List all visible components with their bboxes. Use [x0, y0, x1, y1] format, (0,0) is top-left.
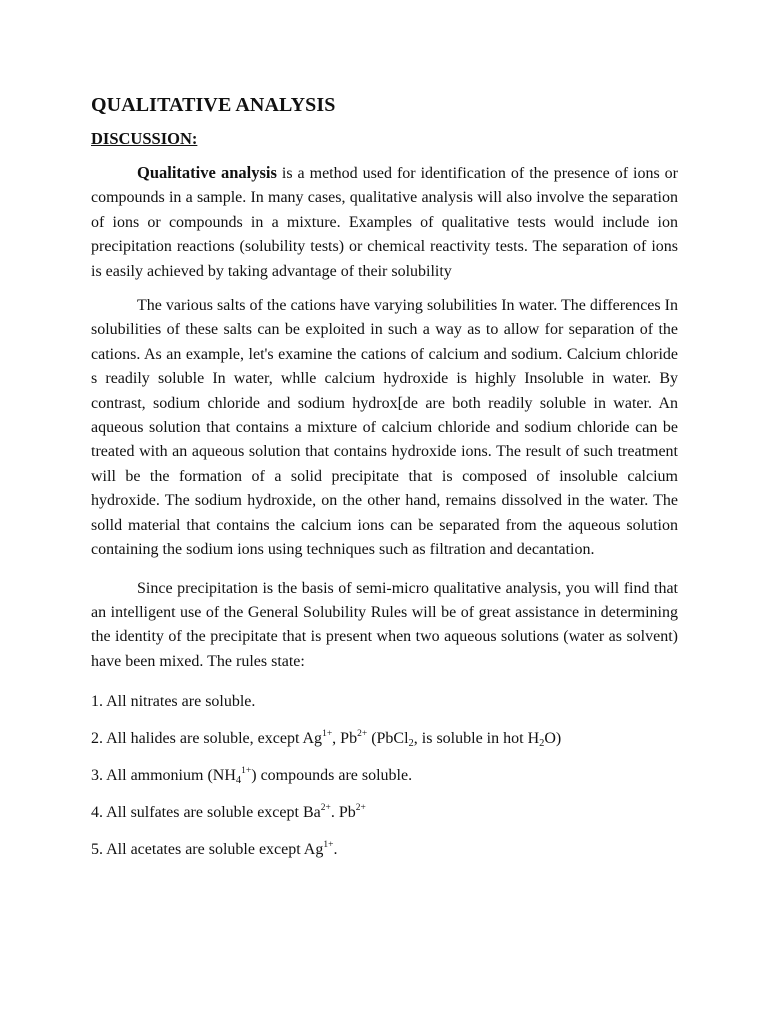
rule-text: ) compounds are soluble.	[251, 767, 413, 785]
rule-nitrates	[91, 690, 678, 714]
formula-subscript: 2	[539, 738, 545, 750]
rule-text: , is soluble in hot H	[413, 730, 540, 748]
charge-superscript: 1+	[241, 766, 252, 777]
paragraph-precipitation: Since precipitation is the basis of semi-micro qualitative analysis, you will find that an intelligent use of the General Solubility Rules will be of great assistance in determining the identity of the precipitate that is present when two aqueous solutions (water as solvent) have been mixed. The rules state:	[91, 579, 678, 670]
paragraph-intro-text: is a method used for identification of the presence of ions or compounds in a sample. In many cases, qualitative analysis will also involve the separation of ions or compounds in a mixture. Examples of qualitative tests would include ion precipitation reactions (solubility tests) or chemical reactivity tests. The separation of ions is easily achieved by taking advantage of their solubility	[91, 165, 679, 280]
rule-text: 1. All nitrates are soluble.	[91, 693, 256, 711]
rule-text: , Pb	[332, 730, 358, 748]
paragraph-intro	[91, 161, 678, 284]
charge-superscript: 1+	[323, 840, 334, 851]
formula-subscript: 2	[408, 738, 414, 750]
charge-superscript: 1+	[322, 729, 333, 740]
charge-superscript: 2+	[320, 803, 331, 814]
rule-sulfates	[91, 801, 678, 825]
rule-text: O)	[544, 730, 562, 748]
rule-text: . Pb	[330, 804, 356, 822]
rule-text: (PbCl	[367, 730, 409, 748]
rule-ammonium	[91, 764, 678, 788]
charge-superscript: 2+	[355, 803, 366, 814]
paragraph-solubility: The various salts of the cations have varying solubilities In water. The differences In solubilities of these salts can be exploited in such a way as to allow for separation of the cations. As an example, let's examine the cations of calcium and sodium. Calcium chloride s readily soluble In water, whlle calcium hydroxide is highly Insoluble in water. By contrast, sodium chloride and sodium hydrox[de are both readily soluble in water. An aqueous solution that contains a mixture of calcium chloride and sodium chloride can be treated with an aqueous solution that contains hydroxide ions. The result of such treatment will be the formation of a solid precipitate that is composed of insoluble calcium hydroxide. The sodium hydroxide, on the other hand, remains dissolved in the water. The solld material that contains the calcium ions can be separated from the aqueous solution containing the sodium ions using techniques such as filtration and decantation.	[91, 297, 678, 559]
rule-acetates	[91, 838, 678, 862]
rule-text: 5. All acetates are soluble except Ag	[91, 841, 324, 859]
section-heading: DISCUSSION:	[91, 129, 198, 148]
charge-superscript: 2+	[357, 729, 368, 740]
page-title: QUALITATIVE ANALYSIS	[91, 94, 336, 116]
solubility-rules-list	[91, 690, 678, 862]
rule-text: 4. All sulfates are soluble except Ba	[91, 804, 321, 822]
rule-halides	[91, 727, 678, 751]
rule-text: 2. All halides are soluble, except Ag	[91, 730, 323, 748]
rule-text: .	[333, 841, 338, 859]
rule-text: 3. All ammonium (NH	[91, 767, 236, 785]
formula-subscript: 4	[235, 775, 242, 787]
paragraph-lead-term: Qualitative analysis	[137, 163, 277, 182]
